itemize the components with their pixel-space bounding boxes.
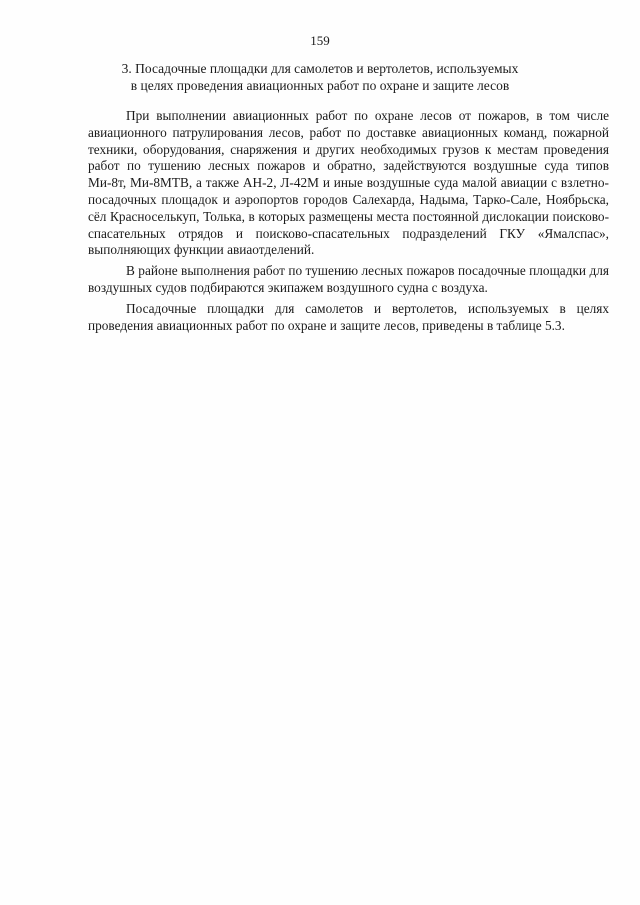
section-title xyxy=(60,60,580,94)
section-title-line-1: 3. Посадочные площадки для самолетов и вертолетов, используемых xyxy=(121,61,519,76)
paragraph-2: В районе выполнения работ по тушению лесных пожаров посадочные площадки для воздушных судов подбираются экипажем воздушного судна с воздуха. xyxy=(88,263,609,295)
section-title-line-2: в целях проведения авиационных работ по охране и защите лесов xyxy=(130,78,510,93)
paragraph-3: Посадочные площадки для самолетов и вертолетов, используемых в целях проведения авиационных работ по охране и защите лесов, приведены в таблице 5.3. xyxy=(88,300,609,333)
paragraph-1: При выполнении авиационных работ по охране лесов от пожаров, в том числе авиационного патрулирования лесов, работ по доставке авиационных команд, пожарной техники, оборудования, снаряжения и других необходимых грузов к местам проведения работ по тушению лесных пожаров и обратно, задействуются воздушные суда типов Ми-8т, Ми-8МТВ, а также АН-2, Л-42М и иные воздушные суда малой авиации с взлетно-посадочных площадок и аэропортов городов Салехарда, Надыма, Тарко-Сале, Ноябрьска, сёл Красноселькуп, Толька, в которых размещены места постоянной дислокации поисково-спасательных отрядов и поисково-спасательных подразделений ГКУ «Ямалспас», выполняющих функции авиаотделений. xyxy=(88,108,609,258)
body-text xyxy=(88,108,609,338)
page-number: 159 xyxy=(310,33,330,48)
